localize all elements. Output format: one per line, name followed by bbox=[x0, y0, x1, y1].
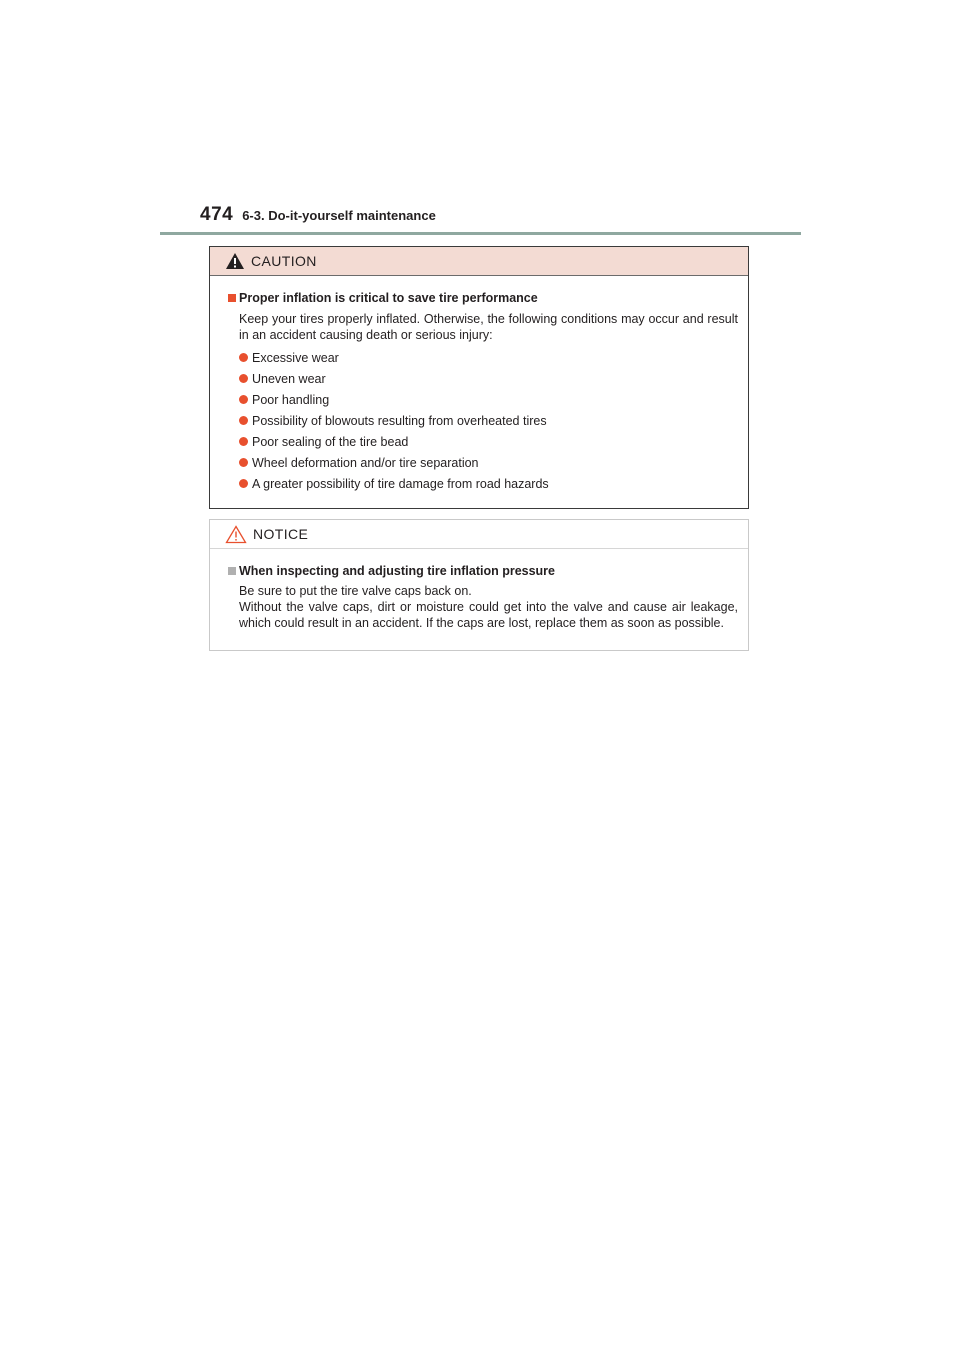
notice-triangle-icon bbox=[225, 525, 247, 544]
caution-intro: Keep your tires properly inflated. Otherwise, the following conditions may occur and result in an accident causing death or serious injury: bbox=[239, 312, 738, 342]
header-rule bbox=[160, 232, 801, 235]
round-bullet-icon bbox=[239, 374, 248, 383]
square-bullet-icon bbox=[228, 567, 236, 575]
list-item: Possibility of blowouts resulting from overheated tires bbox=[239, 410, 738, 431]
round-bullet-icon bbox=[239, 437, 248, 446]
page-number: 474 bbox=[200, 204, 234, 225]
list-item: Poor handling bbox=[239, 389, 738, 410]
list-item: Poor sealing of the tire bead bbox=[239, 431, 738, 452]
notice-heading-text: When inspecting and adjusting tire inflation pressure bbox=[239, 564, 556, 578]
caution-box bbox=[209, 246, 749, 509]
round-bullet-icon bbox=[239, 479, 248, 488]
caution-header bbox=[210, 247, 748, 276]
notice-box bbox=[209, 519, 749, 651]
round-bullet-icon bbox=[239, 395, 248, 404]
list-item: Uneven wear bbox=[239, 368, 738, 389]
page-header bbox=[200, 204, 436, 226]
caution-heading-text: Proper inflation is critical to save tire performance bbox=[239, 291, 538, 305]
list-item: Wheel deformation and/or tire separation bbox=[239, 452, 738, 473]
notice-line-1: Be sure to put the tire valve caps back on. bbox=[239, 584, 472, 598]
notice-label: NOTICE bbox=[253, 526, 309, 542]
caution-bullet-list bbox=[239, 347, 738, 494]
notice-line-2: Without the valve caps, dirt or moisture could get into the valve and cause air leakage, which could result in an accident. If the caps are lost, replace them as soon as possible. bbox=[239, 600, 738, 630]
warning-triangle-icon bbox=[225, 252, 245, 270]
notice-text bbox=[239, 583, 738, 631]
notice-item-heading bbox=[228, 563, 738, 579]
list-item: Excessive wear bbox=[239, 347, 738, 368]
notice-body bbox=[210, 549, 748, 631]
square-bullet-icon bbox=[228, 294, 236, 302]
section-title: 6-3. Do-it-yourself maintenance bbox=[242, 208, 436, 223]
caution-body bbox=[210, 276, 748, 494]
round-bullet-icon bbox=[239, 416, 248, 425]
round-bullet-icon bbox=[239, 458, 248, 467]
caution-item-heading bbox=[228, 290, 738, 306]
round-bullet-icon bbox=[239, 353, 248, 362]
list-item: A greater possibility of tire damage from road hazards bbox=[239, 473, 738, 494]
notice-header bbox=[210, 520, 748, 549]
caution-label: CAUTION bbox=[251, 253, 317, 269]
